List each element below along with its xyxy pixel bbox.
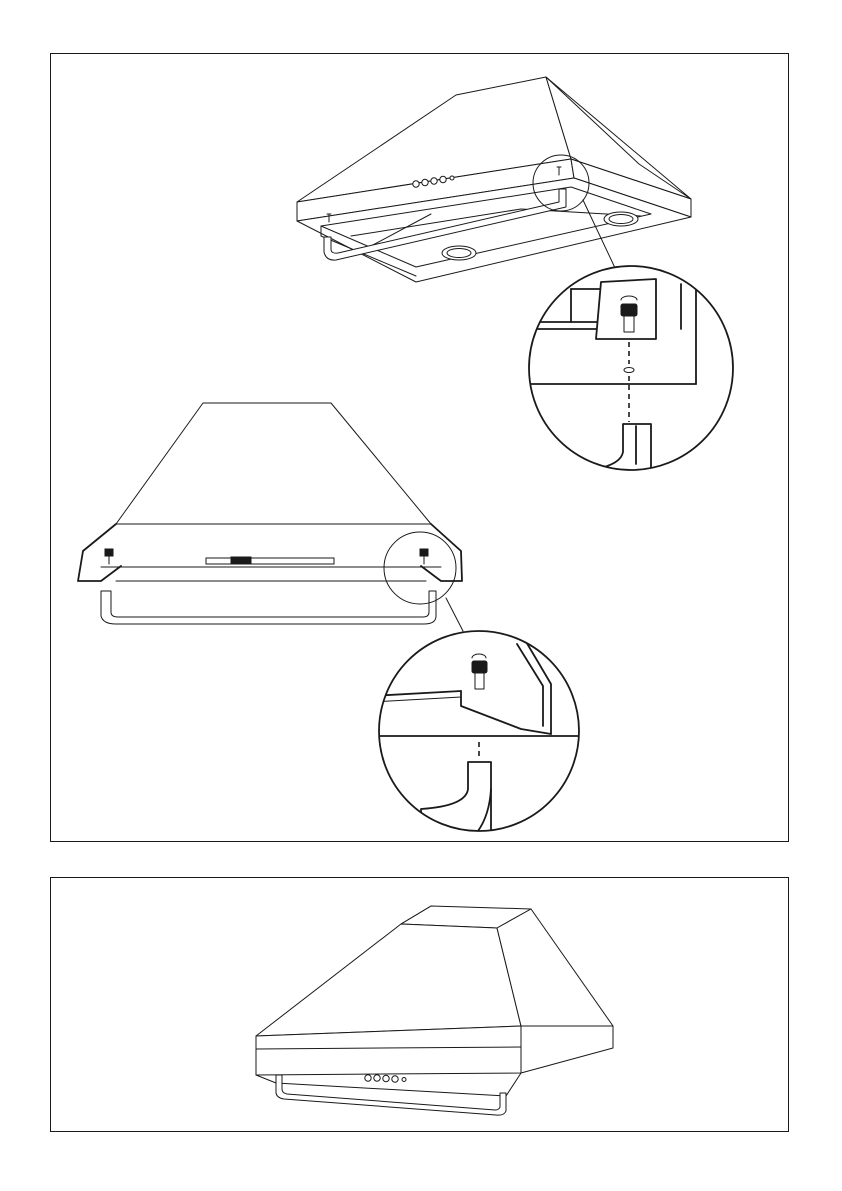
detail-marker-circle <box>384 532 456 604</box>
screw-icon <box>105 549 113 564</box>
handle-rail-icon <box>276 1075 506 1115</box>
hood-side-band <box>521 1026 613 1073</box>
control-strip <box>206 558 334 564</box>
hood-perspective-underside <box>297 77 691 282</box>
assembled-figure-panel <box>50 877 789 1132</box>
screw-hole <box>624 368 634 373</box>
hood-assembled-perspective <box>51 878 790 1133</box>
hood-canopy-front-face <box>256 924 521 1036</box>
detail-circle-screw-front <box>371 631 591 843</box>
control-knob-icon <box>231 557 251 563</box>
installation-figure <box>51 54 790 843</box>
detail-leader-line <box>446 598 463 631</box>
hood-front-view <box>78 403 463 631</box>
handle-rail-icon <box>101 591 436 624</box>
installation-figure-panel <box>50 53 789 842</box>
hood-canopy-front <box>116 403 431 524</box>
detail-circle-screw-top <box>521 266 733 484</box>
control-knob-icon <box>365 1075 406 1082</box>
screw-icon <box>420 549 428 564</box>
